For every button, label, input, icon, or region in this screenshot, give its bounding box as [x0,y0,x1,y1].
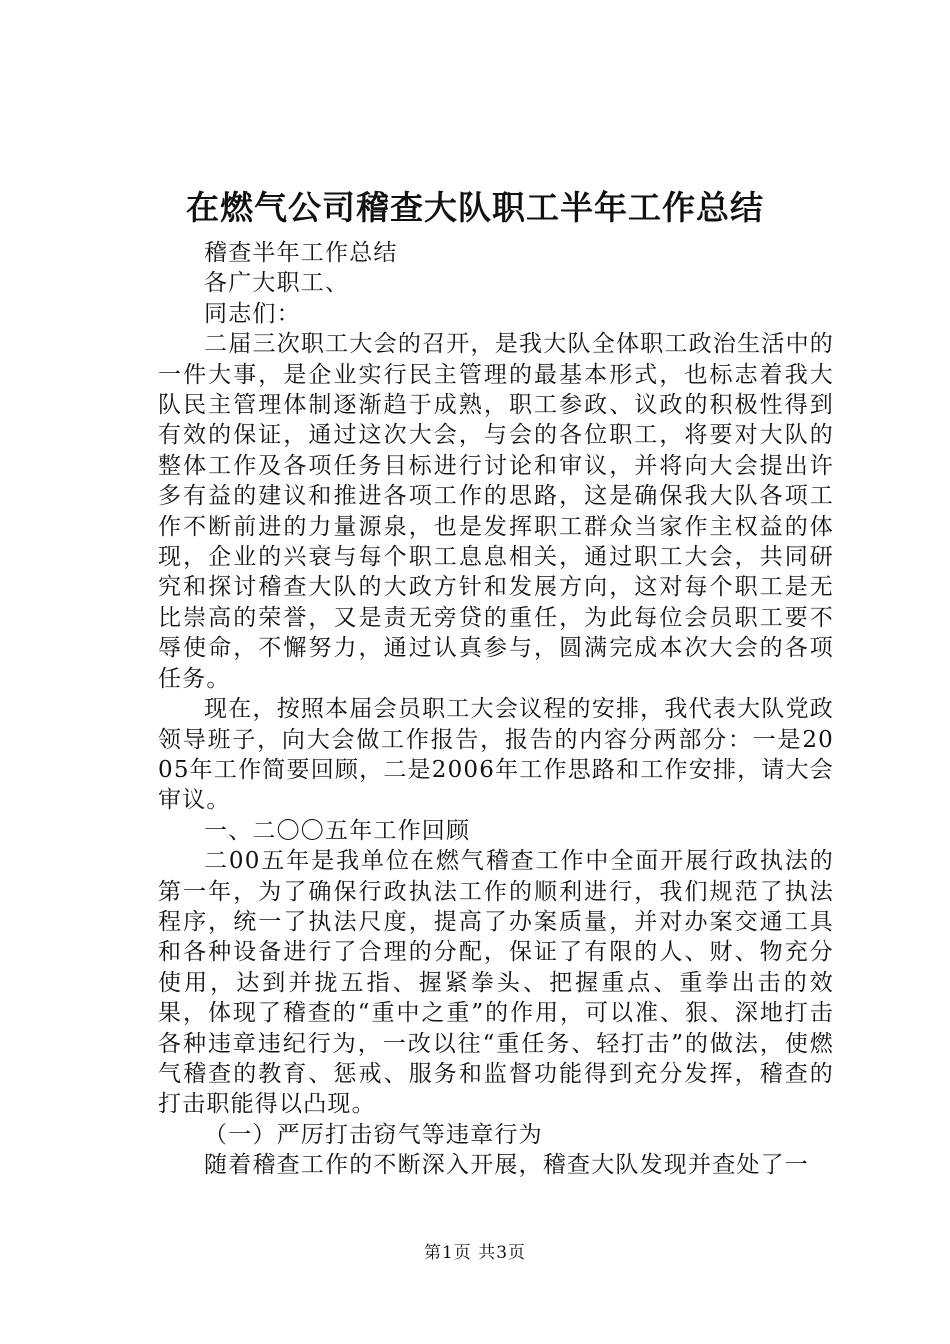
document-title: 在燃气公司稽查大队职工半年工作总结 [186,188,764,227]
paragraph-subtitle: 稽查半年工作总结 [204,240,398,266]
paragraph-salutation-2: 同志们： [204,300,301,327]
paragraph-report-outline: 现在，按照本届会员职工大会议程的安排，我代表大队党政领导班子，向大会做工作报告，报告的内容分两部分：一是2005年工作简要回顾，二是2006年工作思路和工作安排，请大会审议。 [158,696,834,814]
page-footer: 第1页 共3页 [423,1243,527,1263]
paragraph-review: 二00五年是我单位在燃气稽查工作中全面开展行政执法的第一年，为了确保行政执法工作的顺利进行，我们规范了执法程序，统一了执法尺度，提高了办案质量，并对办案交通工具和各种设备进行了合理的分配，保证了有限的人、财、物充分使用，达到并拢五指、握紧拳头、把握重点、重拳出击的效果，体现了稽查的“重中之重”的作用，可以准、狠、深地打击各种违章违纪行为，一改以往“重任务、轻打击”的做法，使燃气稽查的教育、惩戒、服务和监督功能得到充分发挥，稽查的打击职能得以凸现。 [158,848,834,1118]
paragraph-intro: 二届三次职工大会的召开，是我大队全体职工政治生活中的一件大事，是企业实行民主管理的最基本形式，也标志着我大队民主管理体制逐渐趋于成熟，职工参政、议政的积极性得到有效的保证，通过这次大会，与会的各位职工，将要对大队的整体工作及各项任务目标进行讨论和审议，并将向大会提出许多有益的建议和推进各项工作的思路，这是确保我大队各项工作不断前进的力量源泉，也是发挥职工群众当家作主权益的体现，企业的兴衰与每个职工息息相关，通过职工大会，共同研究和探讨稽查大队的大政方针和发展方向，这对每个职工是无比崇高的荣誉，又是责无旁贷的重任，为此每位会员职工要不辱使命，不懈努力，通过认真参与，圆满完成本次大会的各项任务。 [158,331,834,692]
paragraph-subsection-1: 随着稽查工作的不断深入开展，稽查大队发现并查处了一 [204,1152,809,1179]
paragraph-salutation-1: 各广大职工、 [204,270,350,297]
subsection-heading-1: （一）严厉打击窃气等违章行为 [204,1121,543,1148]
section-heading-review: 一、二〇〇五年工作回顾 [204,817,471,844]
document-body [158,238,834,1181]
